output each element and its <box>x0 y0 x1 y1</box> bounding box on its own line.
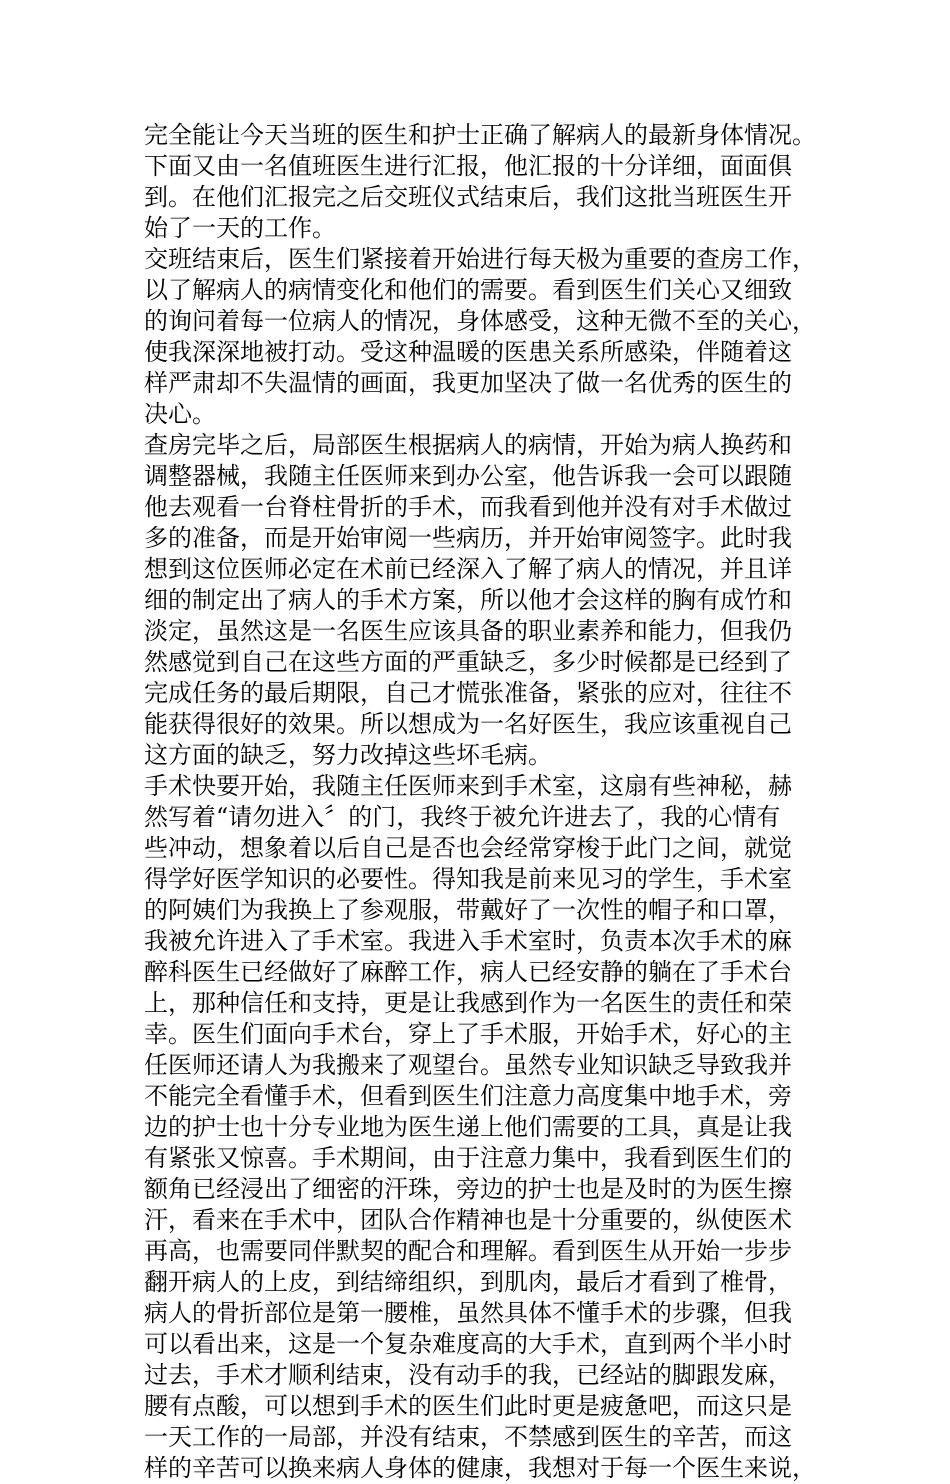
text-line: 能获得很好的效果。所以想成为一名好医生，我应该重视自己 <box>144 710 792 738</box>
text-line: 调整器械，我随主任医师来到办公室，他告诉我一会可以跟随 <box>144 462 792 490</box>
text-line: 样的辛苦可以换来病人身体的健康，我想对于每一个医生来说， <box>144 1454 816 1482</box>
text-line: 这方面的缺乏，努力改掉这些坏毛病。 <box>144 741 552 769</box>
text-line: 他去观看一台脊柱骨折的手术，而我看到他并没有对手术做过 <box>144 493 792 521</box>
text-line: 手术快要开始，我随主任医师来到手术室，这扇有些神秘，赫 <box>144 772 792 800</box>
text-line: 完成任务的最后期限，自己才慌张准备，紧张的应对，往往不 <box>144 679 792 707</box>
text-line: 淡定，虽然这是一名医生应该具备的职业素养和能力，但我仍 <box>144 617 792 645</box>
text-line: 额角已经浸出了细密的汗珠，旁边的护士也是及时的为医生擦 <box>144 1175 792 1203</box>
text-line: 得学好医学知识的必要性。得知我是前来见习的学生，手术室 <box>144 865 792 893</box>
text-line: 不能完全看懂手术，但看到医生们注意力高度集中地手术，旁 <box>144 1082 792 1110</box>
text-line: 可以看出来，这是一个复杂难度高的大手术，直到两个半小时 <box>144 1330 792 1358</box>
text-line: 有紧张又惊喜。手术期间，由于注意力集中，我看到医生们的 <box>144 1144 792 1172</box>
text-line: 想到这位医师必定在术前已经深入了解了病人的情况，并且详 <box>144 555 792 583</box>
text-line: 任医师还请人为我搬来了观望台。虽然专业知识缺乏导致我并 <box>144 1051 792 1079</box>
text-line: 多的准备，而是开始审阅一些病历，并开始审阅签字。此时我 <box>144 524 792 552</box>
text-line: 下面又由一名值班医生进行汇报，他汇报的十分详细，面面俱 <box>144 152 792 180</box>
text-line: 我被允许进入了手术室。我进入手术室时，负责本次手术的麻 <box>144 927 792 955</box>
text-line: 使我深深地被打动。受这种温暖的医患关系所感染，伴随着这 <box>144 338 792 366</box>
text-line: 再高，也需要同伴默契的配合和理解。看到医生从开始一步步 <box>144 1237 792 1265</box>
text-line: 边的护士也十分专业地为医生递上他们需要的工具，真是让我 <box>144 1113 792 1141</box>
text-line: 完全能让今天当班的医生和护士正确了解病人的最新身体情况。 <box>144 121 816 149</box>
text-line: 幸。医生们面向手术台，穿上了手术服，开始手术，好心的主 <box>144 1020 792 1048</box>
text-line: 以了解病人的病情变化和他们的需要。看到医生们关心又细致 <box>144 276 792 304</box>
text-line: 醉科医生已经做好了麻醉工作，病人已经安静的躺在了手术台 <box>144 958 792 986</box>
text-line: 一天工作的一局部，并没有结束，不禁感到医生的辛苦，而这 <box>144 1423 792 1451</box>
text-line: 的阿姨们为我换上了参观服，带戴好了一次性的帽子和口罩， <box>144 896 792 924</box>
text-line: 过去，手术才顺利结束，没有动手的我，已经站的脚跟发麻， <box>144 1361 792 1389</box>
text-line: 交班结束后，医生们紧接着开始进行每天极为重要的查房工作， <box>144 245 816 273</box>
text-line: 始了一天的工作。 <box>144 214 336 242</box>
text-line: 的询问着每一位病人的情况，身体感受，这种无微不至的关心， <box>144 307 816 335</box>
text-line: 汗，看来在手术中，团队合作精神也是十分重要的，纵使医术 <box>144 1206 792 1234</box>
text-line: 腰有点酸，可以想到手术的医生们此时更是疲惫吧，而这只是 <box>144 1392 792 1420</box>
text-line: 些冲动，想象着以后自己是否也会经常穿梭于此门之间，就觉 <box>144 834 792 862</box>
document-body <box>144 120 834 1484</box>
text-line: 到。在他们汇报完之后交班仪式结束后，我们这批当班医生开 <box>144 183 792 211</box>
text-line: 决心。 <box>144 400 216 428</box>
text-line: 病人的骨折部位是第一腰椎，虽然具体不懂手术的步骤，但我 <box>144 1299 792 1327</box>
text-line: 上，那种信任和支持，更是让我感到作为一名医生的责任和荣 <box>144 989 792 1017</box>
text-line: 查房完毕之后，局部医生根据病人的病情，开始为病人换药和 <box>144 431 792 459</box>
text-line: 然感觉到自己在这些方面的严重缺乏，多少时候都是已经到了 <box>144 648 792 676</box>
text-line: 细的制定出了病人的手术方案，所以他才会这样的胸有成竹和 <box>144 586 792 614</box>
text-line: 翻开病人的上皮，到结缔组织，到肌肉，最后才看到了椎骨， <box>144 1268 792 1296</box>
text-line: 然写着“请勿进入〞的门，我终于被允许进去了，我的心情有 <box>144 803 781 831</box>
text-line: 样严肃却不失温情的画面，我更加坚决了做一名优秀的医生的 <box>144 369 792 397</box>
